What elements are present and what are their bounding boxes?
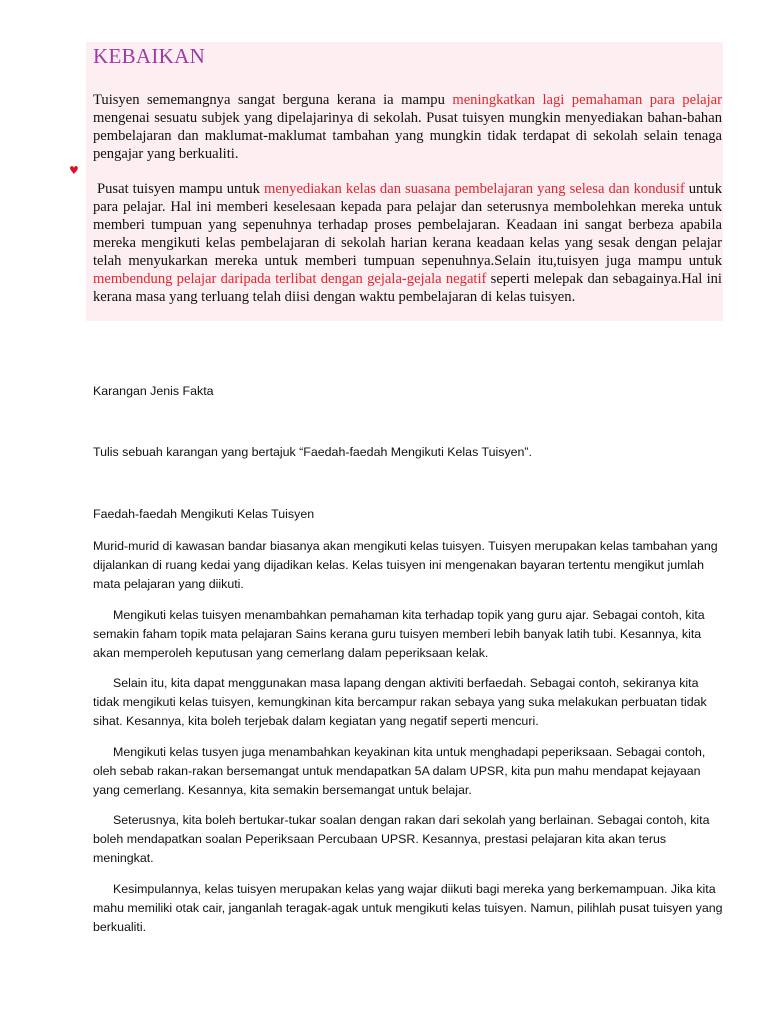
essay-paragraph-6: Kesimpulannya, kelas tuisyen merupakan kelas yang wajar diikuti bagi mereka yang berkemampuan. Jika kita mahu memiliki otak cair, janganlah teragak-agak untuk mengikuti kelas tuisyen. Namun, pilihlah pusat tuisyen yang berkualiti. [93,882,723,934]
kebaikan-p2-highlight-1: menyediakan kelas dan suasana pembelajaran yang selesa dan kondusif [264,181,685,197]
heart-icon: ♥ [69,164,79,177]
kebaikan-paragraph-2 [93,180,722,306]
kebaikan-title: KEBAIKAN [93,44,206,68]
kebaikan-p2-text-e: seperti melepak dan sebagainya.Hal ini kerana masa yang terluang telah diisi dengan waktu pembelajaran di kelas tuisyen. [93,271,722,305]
kebaikan-p2-text-a: Pusat tuisyen mampu untuk [97,181,265,197]
karangan-instruction: Tulis sebuah karangan yang bertajuk “Faedah-faedah Mengikuti Kelas Tuisyen”. [93,445,532,459]
essay-paragraph-2: Mengikuti kelas tuisyen menambahkan pemahaman kita terhadap topik yang guru ajar. Sebagai contoh, kita semakin faham topik mata pelajaran Sains kerana guru tuisyen memberi lebih banyak latih tubi. Kesannya, kita akan memperoleh keputusan yang cemerlang dalam peperiksaan kelak. [93,608,705,660]
kebaikan-p2-highlight-2: membendung pelajar daripada terlibat dengan gejala-gejala negatif [93,271,487,287]
essay-paragraph-4: Mengikuti kelas tusyen juga menambahkan keyakinan kita untuk menghadapi peperiksaan. Sebagai contoh, oleh sebab rakan-rakan bersemangat untuk mendapatkan 5A dalam UPSR, kita pun mahu mendapat kejayaan yang cemerlang. Kesannya, kita semakin bersemangat untuk belajar. [93,745,706,797]
essay-paragraph-3: Selain itu, kita dapat menggunakan masa lapang dengan aktiviti berfaedah. Sebagai contoh, sekiranya kita tidak mengikuti kelas tuisyen, kemungkinan kita bercampur rakan sebaya yang suka melakukan perbuatan tidak sihat. Kesannya, kita boleh terjebak dalam kegiatan yang negatif seperti mencuri. [93,676,707,728]
essay-paragraph-1: Murid-murid di kawasan bandar biasanya akan mengikuti kelas tuisyen. Tuisyen merupakan kelas tambahan yang dijalankan di ruang kedai yang dijadikan kelas. Kelas tuisyen ini mengenakan bayaran tertentu mengikut jumlah mata pelajaran yang diikuti. [93,539,718,591]
kebaikan-p1-text-a: Tuisyen sememangnya sangat berguna kerana ia mampu [93,92,453,108]
kebaikan-p1-highlight: meningkatkan lagi pemahaman para pelajar [452,92,723,108]
karangan-heading: Karangan Jenis Fakta [93,384,214,398]
kebaikan-paragraph-1 [93,91,722,163]
kebaikan-p1-text-c: mengenai sesuatu subjek yang dipelajarinya di sekolah. Pusat tuisyen mungkin menyediakan bahan-bahan pembelajaran dan maklumat-maklumat tambahan yang mungkin tidak terdapat di sekolah selain tenaga pengajar yang berkualiti. [93,110,722,162]
essay-paragraph-5: Seterusnya, kita boleh bertukar-tukar soalan dengan rakan dari sekolah yang berlainan. Sebagai contoh, kita boleh mendapatkan soalan Peperiksaan Percubaan UPSR. Kesannya, prestasi pelajaran kita akan terus meningkat. [93,813,710,865]
essay-title: Faedah-faedah Mengikuti Kelas Tuisyen [93,507,315,521]
kebaikan-p2-text-c: untuk para pelajar. Hal ini memberi keselesaan kepada para pelajar dan seterusnya membolehkan mereka untuk memberi tumpuan yang sepenuhnya terhadap proses pembelajaran. Keadaan ini sangat berbeza apabila mereka mengikuti kelas pembelajaran di sekolah harian kerana keadaan kelas yang sesak dengan pelajar telah menyukarkan mereka untuk memberi tumpuan sepenuhnya.Selain itu,tuisyen juga mampu untuk [93,181,723,269]
